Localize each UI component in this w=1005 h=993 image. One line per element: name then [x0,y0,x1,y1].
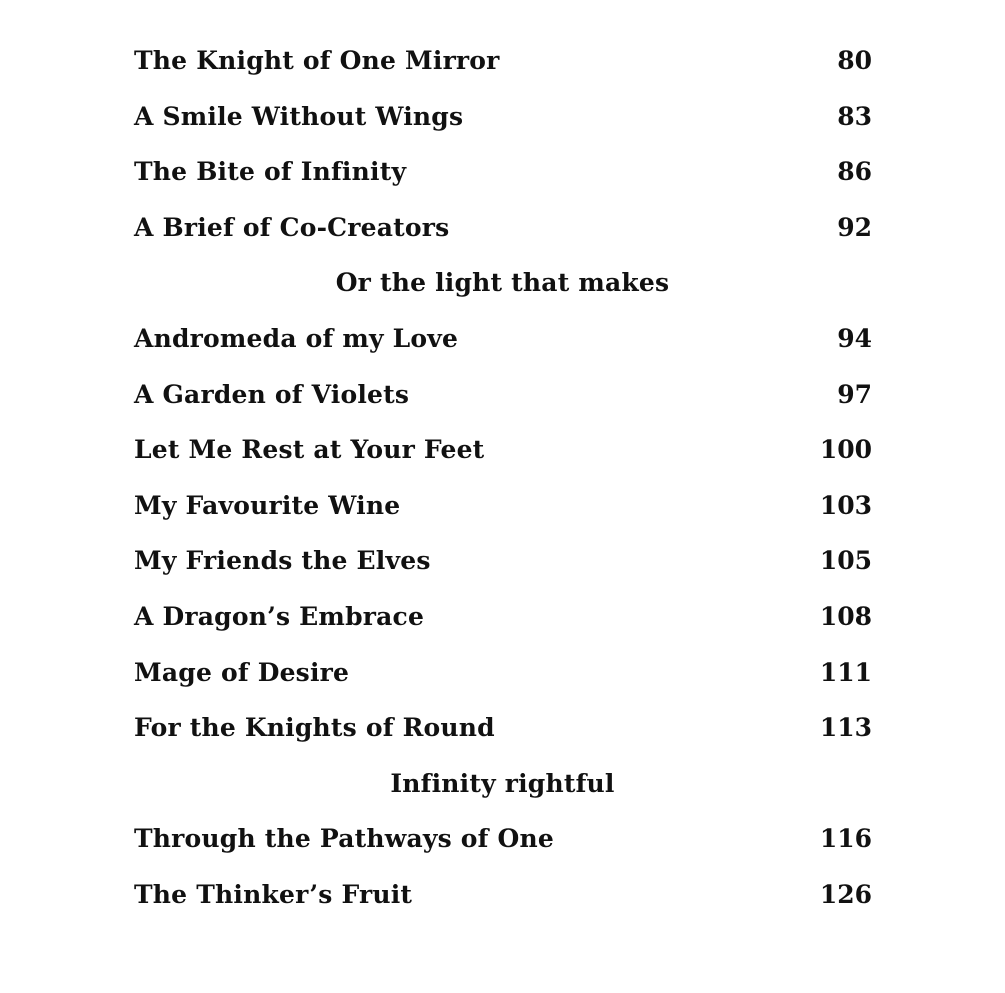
entry-page-number: 105 [819,546,872,576]
entry-title: Let Me Rest at Your Feet [134,435,485,465]
entry-title: A Smile Without Wings [134,101,464,131]
toc-entry [0,870,1005,926]
entry-page-number: 108 [819,601,872,631]
entry-page-number: 86 [837,157,872,187]
entry-page-number: 92 [837,212,872,242]
table-of-contents [0,36,1005,926]
entry-page-number: 103 [819,490,872,520]
entry-title: Mage of Desire [134,657,350,687]
entry-page-number: 94 [837,323,872,353]
entry-page-number: 116 [819,824,872,854]
section-heading: Or the light that makes [335,268,670,298]
entry-page-number: 111 [819,657,872,687]
toc-entry [0,370,1005,426]
entry-title: A Dragon’s Embrace [134,601,425,631]
toc-entry [0,536,1005,592]
entry-title: The Bite of Infinity [134,157,407,187]
entry-page-number: 100 [819,435,872,465]
entry-page-number: 80 [837,46,872,75]
toc-entry [0,147,1005,203]
entry-title: Through the Pathways of One [134,824,554,854]
toc-entry [0,314,1005,370]
entry-title: A Garden of Violets [134,379,410,409]
section-heading: Infinity rightful [390,768,615,798]
entry-title: The Knight of One Mirror [134,46,500,75]
toc-entry [0,592,1005,648]
toc-section-row [0,759,1005,815]
entry-title: For the Knights of Round [134,713,495,743]
toc-entry [0,203,1005,259]
entry-title: My Friends the Elves [134,546,431,576]
entry-page-number: 83 [837,101,872,131]
toc-section-row [0,258,1005,314]
entry-title: A Brief of Co-Creators [134,212,450,242]
entry-title: Andromeda of my Love [134,323,459,353]
entry-page-number: 113 [819,713,872,743]
entry-title: My Favourite Wine [134,490,401,520]
entry-title: The Thinker’s Fruit [134,879,413,909]
entry-page-number: 126 [819,879,872,909]
toc-entry [0,703,1005,759]
toc-entry [0,92,1005,148]
toc-entry [0,648,1005,704]
toc-entry [0,481,1005,537]
toc-entry [0,425,1005,481]
toc-entry [0,36,1005,92]
toc-entry [0,814,1005,870]
entry-page-number: 97 [837,379,872,409]
